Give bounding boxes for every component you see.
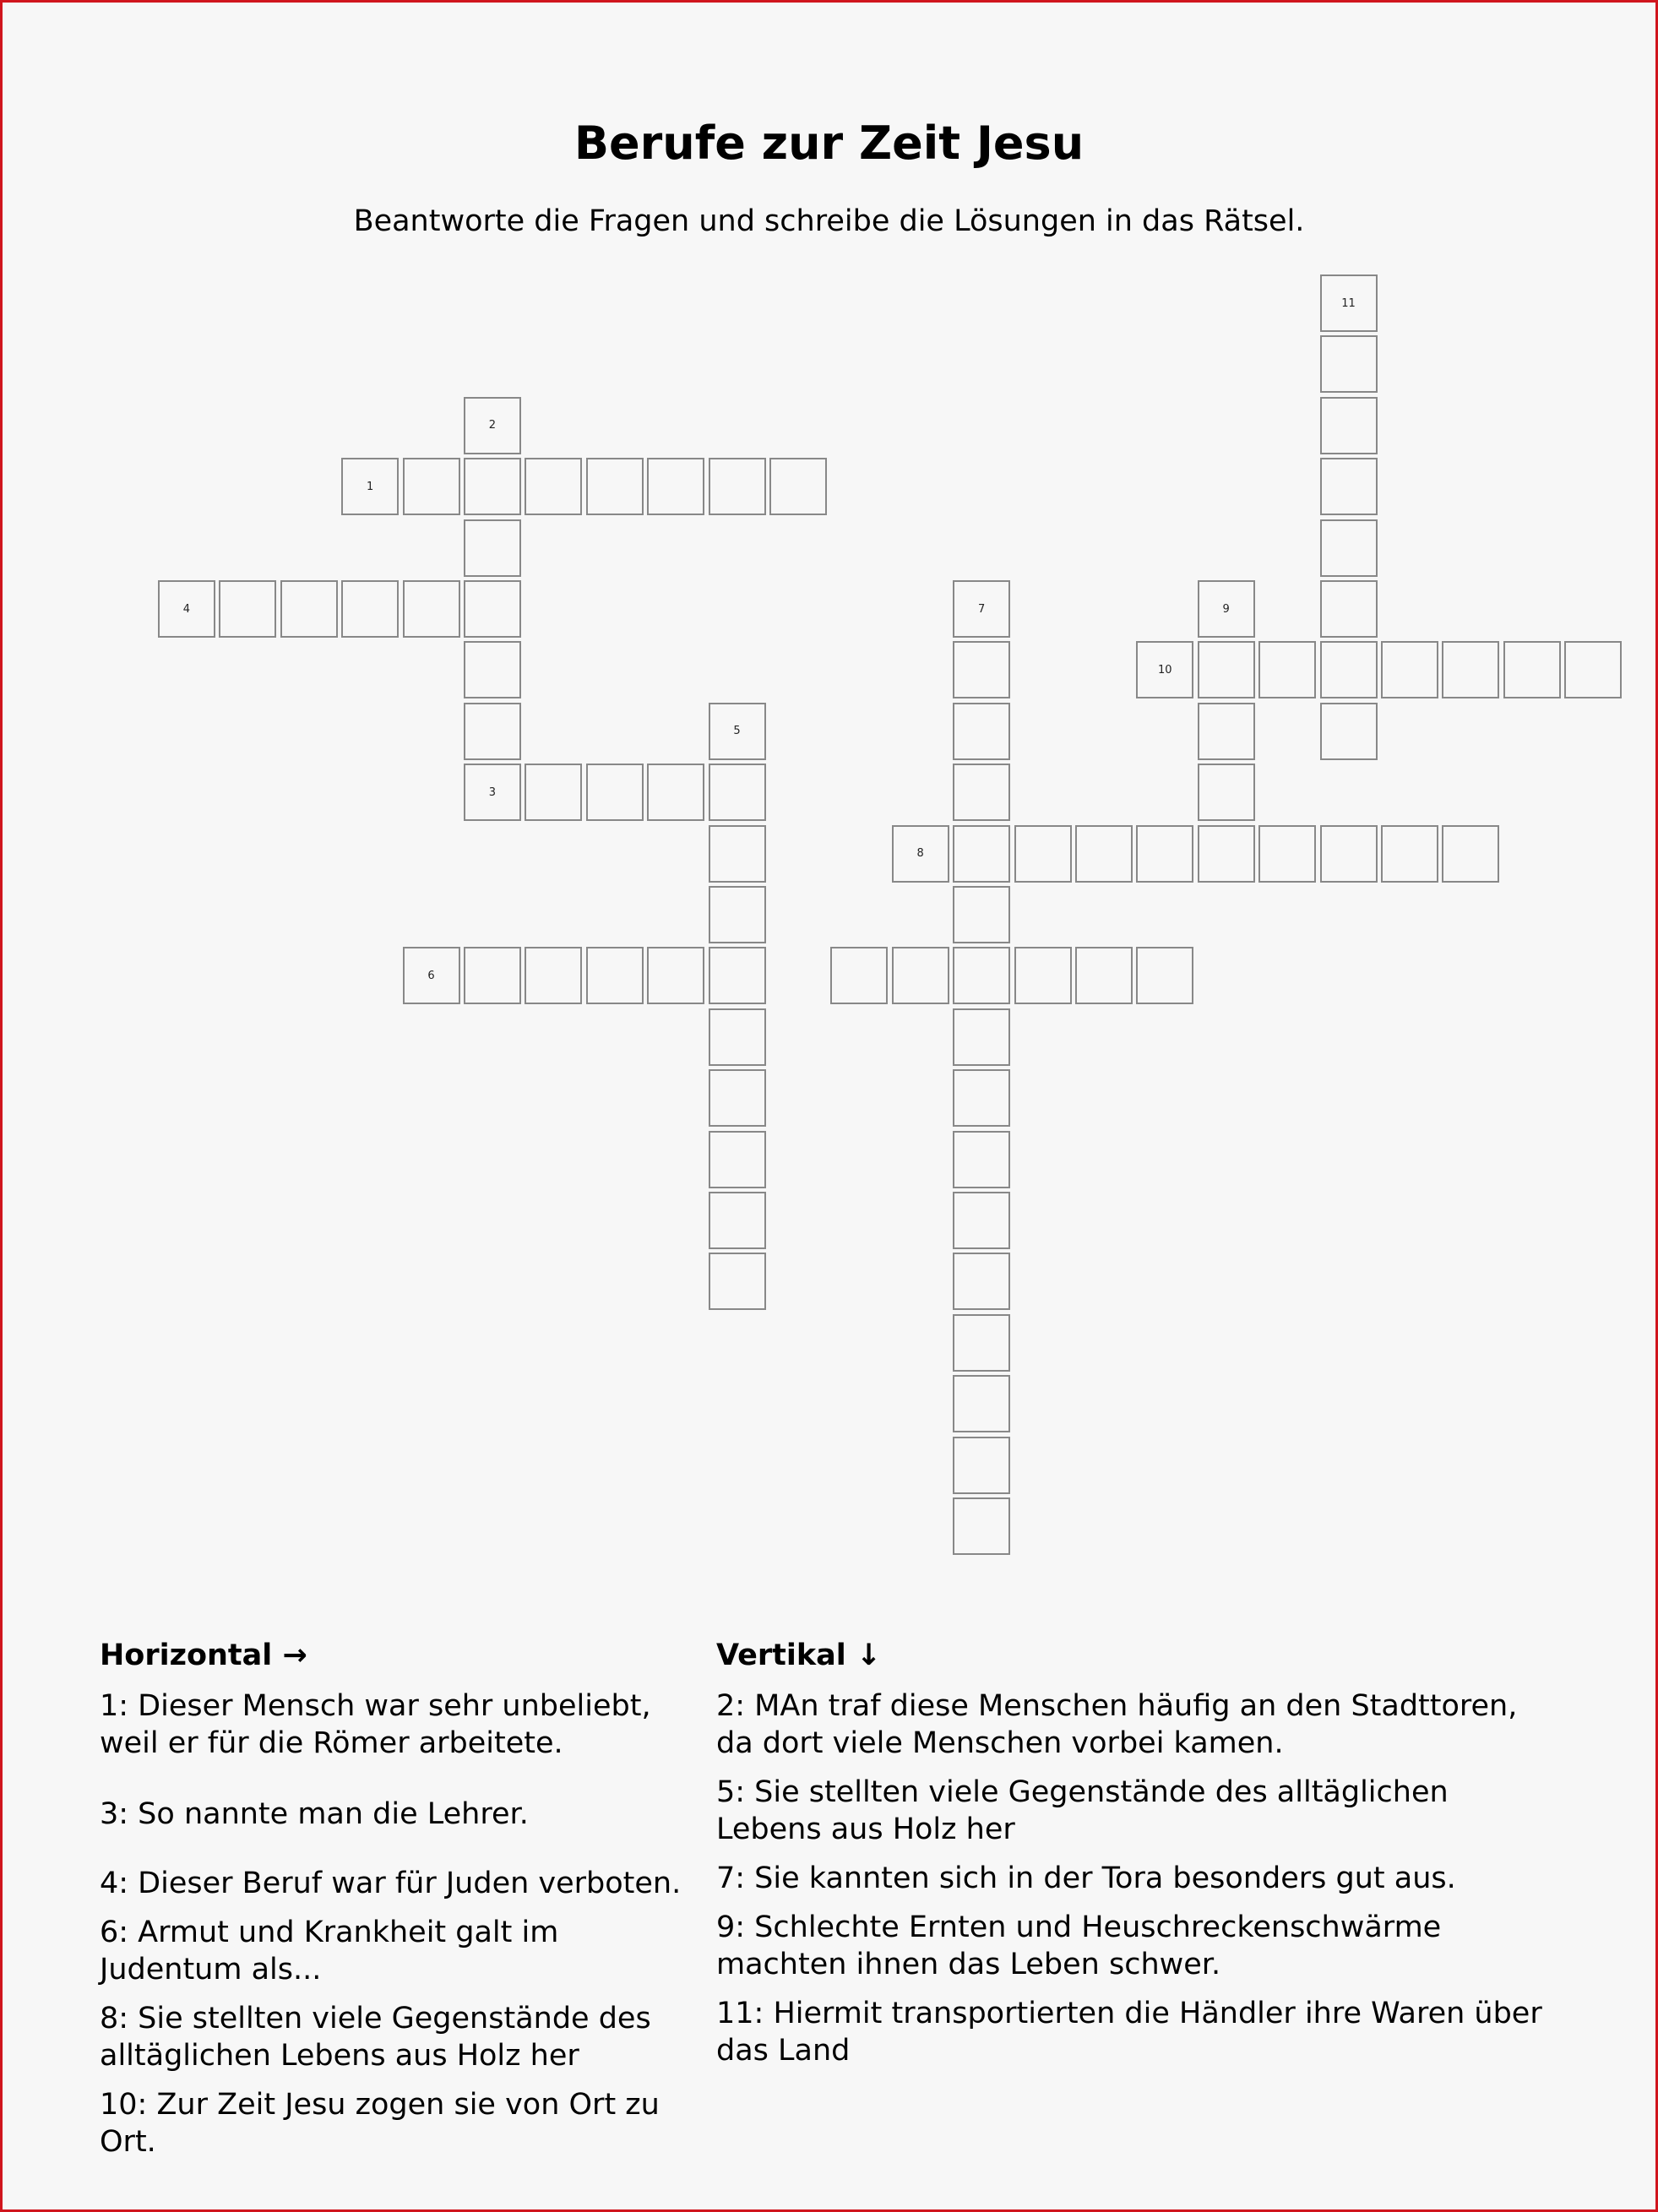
crossword-cell[interactable]	[1198, 764, 1255, 821]
clue-horizontal-8: 8: Sie stellten viele Gegenstände des alltäglichen Lebens aus Holz her	[100, 2002, 651, 2073]
crossword-cell[interactable]	[1320, 703, 1378, 760]
crossword-cell[interactable]	[709, 825, 766, 883]
crossword-cell[interactable]	[647, 458, 704, 515]
crossword-cell[interactable]	[709, 1008, 766, 1066]
page-title: Berufe zur Zeit Jesu	[574, 117, 1084, 170]
page-subtitle: Beantworte die Fragen und schreibe die Lösungen in das Rätsel.	[353, 204, 1305, 238]
crossword-cell[interactable]	[709, 703, 766, 760]
crossword-cell[interactable]	[464, 458, 521, 515]
crossword-cell[interactable]	[1136, 825, 1193, 883]
crossword-cell[interactable]	[464, 580, 521, 638]
crossword-cell[interactable]	[1198, 580, 1255, 638]
crossword-cell[interactable]	[1503, 641, 1561, 698]
crossword-cell[interactable]	[953, 1069, 1010, 1127]
crossword-cell[interactable]	[280, 580, 338, 638]
clue-number: 6	[427, 969, 435, 982]
crossword-cell[interactable]	[586, 947, 644, 1004]
crossword-cell[interactable]	[953, 1314, 1010, 1372]
crossword-cell[interactable]	[464, 641, 521, 698]
crossword-cell[interactable]	[403, 947, 460, 1004]
crossword-cell[interactable]	[1320, 458, 1378, 515]
crossword-cell[interactable]	[953, 1437, 1010, 1494]
clue-number: 3	[488, 785, 497, 799]
crossword-cell[interactable]	[1320, 519, 1378, 577]
crossword-cell[interactable]	[464, 397, 521, 454]
clue-horizontal-6: 6: Armut und Krankheit galt im Judentum als...	[100, 1916, 559, 1986]
crossword-cell[interactable]	[953, 641, 1010, 698]
crossword-cell[interactable]	[586, 764, 644, 821]
vertical-heading: Vertikal ↓	[716, 1639, 882, 1672]
crossword-cell[interactable]	[403, 580, 460, 638]
clue-vertical-9: 9: Schlechte Ernten und Heuschreckenschwärme machten ihnen das Leben schwer.	[716, 1910, 1442, 1981]
crossword-cell[interactable]	[525, 947, 582, 1004]
crossword-cell[interactable]	[341, 458, 399, 515]
crossword-cell[interactable]	[1136, 947, 1193, 1004]
crossword-cell[interactable]	[647, 947, 704, 1004]
clue-vertical-11: 11: Hiermit transportierten die Händler ihre Waren über das Land	[716, 1997, 1542, 2068]
clue-number: 4	[182, 602, 191, 616]
crossword-cell[interactable]	[1320, 397, 1378, 454]
crossword-cell[interactable]	[586, 458, 644, 515]
crossword-cell[interactable]	[953, 580, 1010, 638]
crossword-cell[interactable]	[1320, 825, 1378, 883]
crossword-cell[interactable]	[464, 519, 521, 577]
crossword-cell[interactable]	[709, 1192, 766, 1249]
clue-number: 8	[916, 847, 924, 861]
crossword-cell[interactable]	[1320, 580, 1378, 638]
crossword-cell[interactable]	[953, 1131, 1010, 1188]
crossword-cell[interactable]	[1442, 641, 1499, 698]
crossword-cell[interactable]	[1320, 274, 1378, 332]
clue-number: 10	[1158, 663, 1172, 677]
crossword-cell[interactable]	[1320, 641, 1378, 698]
clue-horizontal-1: 1: Dieser Mensch war sehr unbeliebt, weil er für die Römer arbeitete.	[100, 1689, 651, 1760]
clue-vertical-2: 2: MAn traf diese Menschen häufig an den Stadttoren, da dort viele Menschen vorbei kamen.	[716, 1689, 1518, 1760]
crossword-cell[interactable]	[1198, 703, 1255, 760]
crossword-cell[interactable]	[1258, 825, 1316, 883]
clue-number: 11	[1341, 296, 1356, 310]
horizontal-heading: Horizontal →	[100, 1639, 307, 1672]
crossword-cell[interactable]	[709, 1131, 766, 1188]
crossword-cell[interactable]	[953, 886, 1010, 943]
clue-vertical-7: 7: Sie kannten sich in der Tora besonders gut aus.	[716, 1861, 1456, 1895]
crossword-cell[interactable]	[219, 580, 276, 638]
crossword-cell[interactable]	[709, 1069, 766, 1127]
crossword-cell[interactable]	[953, 1253, 1010, 1310]
clue-vertical-5: 5: Sie stellten viele Gegenstände des alltäglichen Lebens aus Holz her	[716, 1775, 1449, 1846]
crossword-cell[interactable]	[830, 947, 888, 1004]
crossword-cell[interactable]	[953, 1008, 1010, 1066]
vertical-clues	[716, 1639, 1561, 2081]
clue-horizontal-3: 3: So nannte man die Lehrer.	[100, 1797, 529, 1831]
crossword-cell[interactable]	[158, 580, 215, 638]
clue-horizontal-4: 4: Dieser Beruf war für Juden verboten.	[100, 1867, 682, 1900]
crossword-cell[interactable]	[953, 1375, 1010, 1432]
crossword-cell[interactable]	[647, 764, 704, 821]
crossword-cell[interactable]	[953, 1192, 1010, 1249]
clue-horizontal-10: 10: Zur Zeit Jesu zogen sie von Ort zu Ort.	[100, 2088, 660, 2159]
crossword-cell[interactable]	[1564, 641, 1622, 698]
crossword-cell[interactable]	[709, 764, 766, 821]
crossword-cell[interactable]	[953, 1497, 1010, 1555]
crossword-cell[interactable]	[1198, 641, 1255, 698]
crossword-cell[interactable]	[953, 703, 1010, 760]
crossword-cell[interactable]	[1442, 825, 1499, 883]
crossword-cell[interactable]	[709, 886, 766, 943]
crossword-cell[interactable]	[1075, 825, 1133, 883]
crossword-cell[interactable]	[1258, 641, 1316, 698]
crossword-cell[interactable]	[341, 580, 399, 638]
crossword-cell[interactable]	[1381, 825, 1438, 883]
clue-number: 5	[733, 725, 741, 738]
crossword-cell[interactable]	[1198, 825, 1255, 883]
crossword-cell[interactable]	[709, 947, 766, 1004]
crossword-cell[interactable]	[1136, 641, 1193, 698]
crossword-cell[interactable]	[892, 947, 949, 1004]
crossword-cell[interactable]	[953, 825, 1010, 883]
crossword-cell[interactable]	[1381, 641, 1438, 698]
crossword-cell[interactable]	[1075, 947, 1133, 1004]
crossword-cell[interactable]	[1014, 825, 1072, 883]
clue-number: 7	[977, 602, 986, 616]
crossword-cell[interactable]	[464, 764, 521, 821]
crossword-cell[interactable]	[403, 458, 460, 515]
clue-number: 1	[366, 480, 374, 493]
crossword-cell[interactable]	[892, 825, 949, 883]
crossword-cell[interactable]	[464, 947, 521, 1004]
crossword-cell[interactable]	[525, 764, 582, 821]
crossword-cell[interactable]	[709, 458, 766, 515]
crossword-cell[interactable]	[709, 1253, 766, 1310]
horizontal-clues	[100, 1639, 691, 2172]
crossword-cell[interactable]	[953, 947, 1010, 1004]
crossword-cell[interactable]	[1320, 335, 1378, 393]
crossword-cell[interactable]	[769, 458, 827, 515]
crossword-cell[interactable]	[525, 458, 582, 515]
clue-number: 9	[1222, 602, 1230, 616]
crossword-cell[interactable]	[1014, 947, 1072, 1004]
clue-number: 2	[488, 419, 497, 432]
crossword-cell[interactable]	[953, 764, 1010, 821]
crossword-cell[interactable]	[464, 703, 521, 760]
